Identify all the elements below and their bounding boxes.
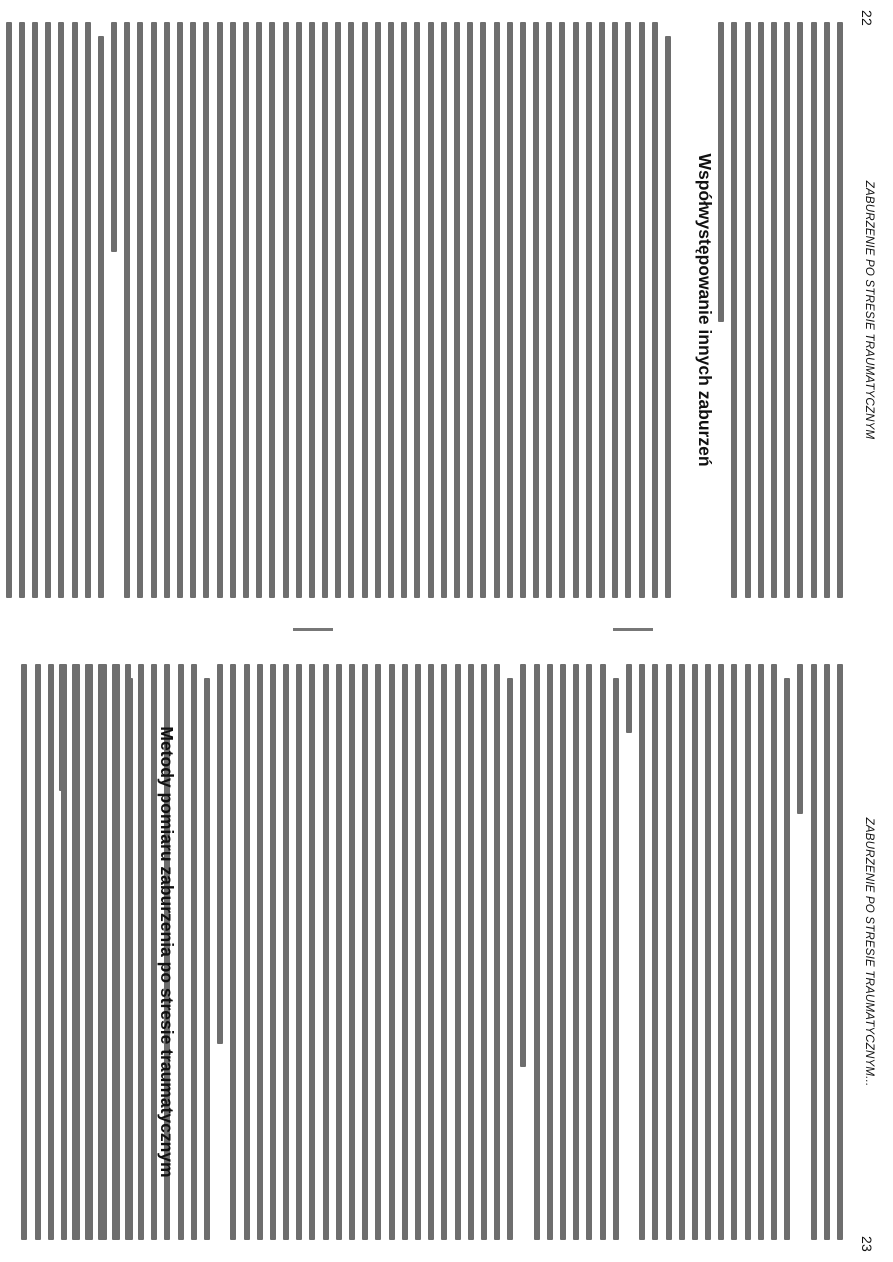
text-line <box>626 664 632 733</box>
text-line <box>625 22 631 598</box>
text-line <box>127 678 133 1240</box>
text-line <box>124 22 130 598</box>
text-line <box>811 22 817 598</box>
text-line <box>560 664 566 1240</box>
text-line <box>797 22 803 598</box>
text-line <box>652 22 658 598</box>
text-line <box>467 22 473 598</box>
text-line <box>534 664 540 1240</box>
text-line <box>573 664 579 1240</box>
text-line <box>98 36 104 598</box>
text-line <box>230 664 236 1240</box>
page-number: 22 <box>859 10 875 26</box>
text-line <box>335 22 341 598</box>
section-heading: Metody pomiaru zaburzenia po stresie traumatycznym <box>157 726 177 1178</box>
text-line <box>283 22 289 598</box>
text-line <box>191 664 197 1240</box>
text-line <box>666 664 672 1240</box>
text-line <box>283 664 289 1240</box>
text-line <box>811 664 817 1240</box>
text-line <box>560 22 566 598</box>
text-line <box>797 664 803 814</box>
paragraph-body <box>0 22 671 598</box>
text-line <box>824 664 830 1240</box>
running-header: ZABURZENIE PO STRESIE TRAUMATYCZNYM... <box>863 817 875 1087</box>
text-line <box>732 664 738 1240</box>
text-line <box>138 664 144 1240</box>
text-line <box>745 664 751 1240</box>
text-line <box>45 22 51 598</box>
page-23 <box>0 642 893 1262</box>
text-line <box>613 678 619 1240</box>
text-line <box>310 664 316 1240</box>
text-line <box>72 22 78 598</box>
text-line <box>546 22 552 598</box>
text-line <box>257 664 263 1240</box>
text-line <box>85 22 91 598</box>
text-line <box>61 664 67 1240</box>
text-line <box>718 22 724 322</box>
text-line <box>758 22 764 598</box>
text-line <box>230 22 236 598</box>
text-line <box>58 22 64 598</box>
text-line <box>323 664 329 1240</box>
text-line <box>533 22 539 598</box>
text-line <box>203 22 209 598</box>
text-line <box>441 22 447 598</box>
text-line <box>177 22 183 598</box>
text-line <box>402 664 408 1240</box>
text-line <box>414 22 420 598</box>
text-line <box>521 664 527 1067</box>
text-line <box>494 22 500 598</box>
text-line <box>718 664 724 1240</box>
text-line <box>784 22 790 598</box>
paragraph-opening <box>711 22 843 598</box>
text-line <box>6 22 12 598</box>
text-line <box>771 664 777 1240</box>
text-line <box>652 664 658 1240</box>
text-line <box>388 22 394 598</box>
text-line <box>837 664 843 1240</box>
text-line <box>389 664 395 1240</box>
text-line <box>732 22 738 598</box>
text-line <box>362 22 368 598</box>
text-line <box>480 22 486 598</box>
text-line <box>101 664 107 1240</box>
text-line <box>322 22 328 598</box>
text-line <box>362 664 368 1240</box>
text-line <box>758 664 764 1240</box>
text-line <box>745 22 751 598</box>
text-line <box>138 22 144 598</box>
text-line <box>111 22 117 252</box>
text-line <box>586 22 592 598</box>
text-line <box>269 22 275 598</box>
text-line <box>114 664 120 1240</box>
text-line <box>428 664 434 1240</box>
text-line <box>481 664 487 1240</box>
text-line <box>600 664 606 1240</box>
text-line <box>87 664 93 1240</box>
text-line <box>507 678 513 1240</box>
text-line <box>32 22 38 598</box>
text-line <box>151 22 157 598</box>
text-line <box>428 22 434 598</box>
text-line <box>243 22 249 598</box>
text-line <box>164 22 170 598</box>
text-line <box>309 22 315 598</box>
text-line <box>824 22 830 598</box>
text-line <box>639 664 645 1240</box>
text-line <box>270 664 276 1240</box>
text-line <box>19 22 25 598</box>
text-line <box>455 664 461 1240</box>
text-line <box>837 22 843 598</box>
text-line <box>599 22 605 598</box>
page-header <box>851 0 875 620</box>
text-line <box>22 664 28 1240</box>
spine-shadow <box>293 628 333 631</box>
paragraph-methods <box>14 664 133 1240</box>
spine-shadow <box>613 628 653 631</box>
text-line <box>375 22 381 598</box>
text-line <box>349 22 355 598</box>
text-line <box>468 664 474 1240</box>
text-line <box>679 664 685 1240</box>
text-line <box>204 678 210 1240</box>
text-line <box>573 22 579 598</box>
section-heading: Współwystępowanie innych zaburzeń <box>695 153 715 467</box>
book-spine <box>0 628 893 632</box>
text-line <box>454 22 460 598</box>
text-line <box>441 664 447 1240</box>
text-line <box>217 664 223 1044</box>
text-line <box>784 678 790 1240</box>
text-line <box>375 664 381 1240</box>
page-22 <box>0 0 893 620</box>
text-line <box>705 664 711 1240</box>
text-line <box>612 22 618 598</box>
text-line <box>178 664 184 1240</box>
text-line <box>296 664 302 1240</box>
text-line <box>547 664 553 1240</box>
text-line <box>415 664 421 1240</box>
text-line <box>190 22 196 598</box>
text-line <box>494 664 500 1240</box>
text-line <box>665 36 671 598</box>
text-line <box>48 664 54 1240</box>
page-number: 23 <box>859 1236 875 1252</box>
text-line <box>586 664 592 1240</box>
text-line <box>296 22 302 598</box>
text-line <box>74 664 80 1240</box>
text-line <box>244 664 250 1240</box>
running-header: ZABURZENIE PO STRESIE TRAUMATYCZNYM <box>863 180 875 440</box>
text-line <box>35 664 41 1240</box>
text-line <box>507 22 513 598</box>
text-line <box>217 22 223 598</box>
text-line <box>771 22 777 598</box>
text-line <box>349 664 355 1240</box>
text-line <box>639 22 645 598</box>
text-line <box>256 22 262 598</box>
page-header <box>851 642 875 1262</box>
text-line <box>520 22 526 598</box>
text-line <box>401 22 407 598</box>
text-line <box>336 664 342 1240</box>
text-line <box>692 664 698 1240</box>
